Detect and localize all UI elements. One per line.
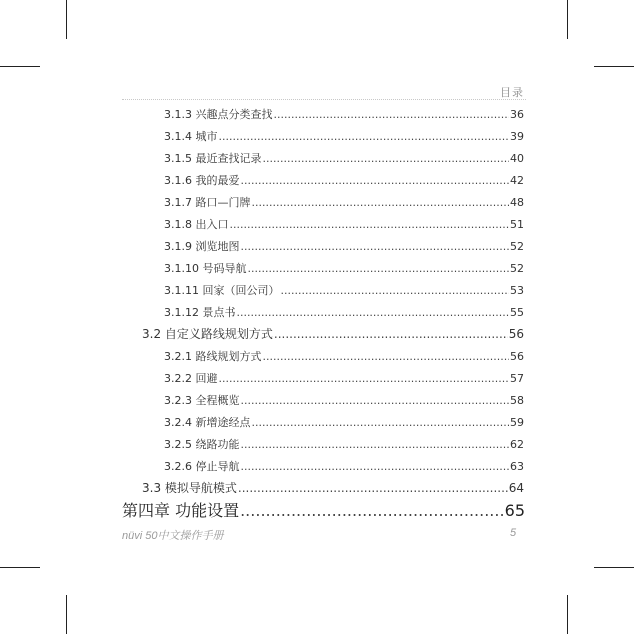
toc-entry[interactable] xyxy=(164,348,524,364)
toc-entry[interactable] xyxy=(164,458,524,474)
toc-entry[interactable] xyxy=(164,260,524,276)
toc-entry-page: 56 xyxy=(510,350,524,363)
toc-entry-page: 64 xyxy=(508,481,524,495)
toc-entry-page: 59 xyxy=(510,416,524,429)
toc-entry-page: 51 xyxy=(510,218,524,231)
toc-leader-dots xyxy=(274,108,510,121)
toc-entry[interactable] xyxy=(164,128,524,144)
toc-entry-label: 3.1.7 路口—门牌 xyxy=(164,196,251,209)
toc-entry-page: 53 xyxy=(510,284,524,297)
toc-entry-page: 57 xyxy=(510,372,524,385)
toc-entry[interactable] xyxy=(164,282,524,298)
toc-entry-label: 3.1.4 城市 xyxy=(164,130,218,143)
toc-entry[interactable] xyxy=(164,106,524,122)
toc-section-entry[interactable] xyxy=(142,325,524,342)
toc-entry-label: 3.2.1 路线规划方式 xyxy=(164,350,262,363)
toc-leader-dots xyxy=(236,306,509,319)
toc-entry[interactable] xyxy=(164,172,524,188)
section-header-label: 目录 xyxy=(500,86,524,99)
toc-leader-dots xyxy=(247,262,509,275)
toc-entry-label: 3.2.5 绕路功能 xyxy=(164,438,240,451)
toc-entry-page: 42 xyxy=(510,174,524,187)
toc-entry-page: 62 xyxy=(510,438,524,451)
toc-chapter-entry[interactable] xyxy=(122,498,525,521)
toc-leader-dots xyxy=(240,501,504,520)
toc-leader-dots xyxy=(241,394,510,407)
toc-entry-label: 3.1.12 景点书 xyxy=(164,306,236,319)
toc-leader-dots xyxy=(263,152,510,165)
toc-leader-dots xyxy=(241,240,510,253)
toc-entry-label: 3.3 模拟导航模式 xyxy=(142,481,237,495)
toc-entry-label: 3.2 自定义路线规划方式 xyxy=(142,327,273,341)
toc-entry-label: 3.2.2 回避 xyxy=(164,372,218,385)
toc-entry-page: 52 xyxy=(510,240,524,253)
toc-entry-label: 3.2.3 全程概览 xyxy=(164,394,240,407)
toc-entry-label: 3.1.11 回家（回公司） xyxy=(164,284,280,297)
toc-entry-page: 55 xyxy=(510,306,524,319)
toc-entry-label: 3.1.5 最近查找记录 xyxy=(164,152,262,165)
footer-manual-title: nüvi 50中文操作手册 xyxy=(122,530,224,542)
toc-entry-page: 63 xyxy=(510,460,524,473)
toc-leader-dots xyxy=(274,327,508,341)
toc-entry[interactable] xyxy=(164,150,524,166)
toc-entry-label: 第四章 功能设置 xyxy=(122,501,240,520)
toc-leader-dots xyxy=(252,196,510,209)
toc-entry[interactable] xyxy=(164,392,524,408)
toc-entry-page: 40 xyxy=(510,152,524,165)
toc-leader-dots xyxy=(241,460,510,473)
toc-entry-page: 48 xyxy=(510,196,524,209)
toc-entry[interactable] xyxy=(164,194,524,210)
toc-entry[interactable] xyxy=(164,304,524,320)
toc-entry-page: 52 xyxy=(510,262,524,275)
toc-entry-label: 3.1.3 兴趣点分类查找 xyxy=(164,108,273,121)
toc-leader-dots xyxy=(219,372,510,385)
toc-entry-page: 39 xyxy=(510,130,524,143)
toc-entry-label: 3.1.10 号码导航 xyxy=(164,262,247,275)
toc-entry-page: 56 xyxy=(508,327,524,341)
footer-page-number: 5 xyxy=(510,527,517,539)
toc-leader-dots xyxy=(238,481,508,495)
toc-entry-label: 3.1.8 出入口 xyxy=(164,218,229,231)
toc-leader-dots xyxy=(280,284,509,297)
toc-entry[interactable] xyxy=(164,370,524,386)
toc-entry-label: 3.1.6 我的最爱 xyxy=(164,174,240,187)
toc-entry-label: 3.2.4 新增途经点 xyxy=(164,416,251,429)
toc-leader-dots xyxy=(241,174,510,187)
toc-entry-page: 58 xyxy=(510,394,524,407)
toc-leader-dots xyxy=(230,218,510,231)
toc-leader-dots xyxy=(263,350,510,363)
toc-section-entry[interactable] xyxy=(142,479,524,496)
toc-leader-dots xyxy=(219,130,510,143)
toc-leader-dots xyxy=(252,416,510,429)
toc-entry-label: 3.1.9 浏览地图 xyxy=(164,240,240,253)
toc-entry-page: 36 xyxy=(510,108,524,121)
toc-entry[interactable] xyxy=(164,216,524,232)
toc-entry[interactable] xyxy=(164,414,524,430)
toc-entry[interactable] xyxy=(164,238,524,254)
toc-entry-page: 65 xyxy=(504,501,525,520)
toc-entry[interactable] xyxy=(164,436,524,452)
toc-entry-label: 3.2.6 停止导航 xyxy=(164,460,240,473)
toc-leader-dots xyxy=(241,438,510,451)
